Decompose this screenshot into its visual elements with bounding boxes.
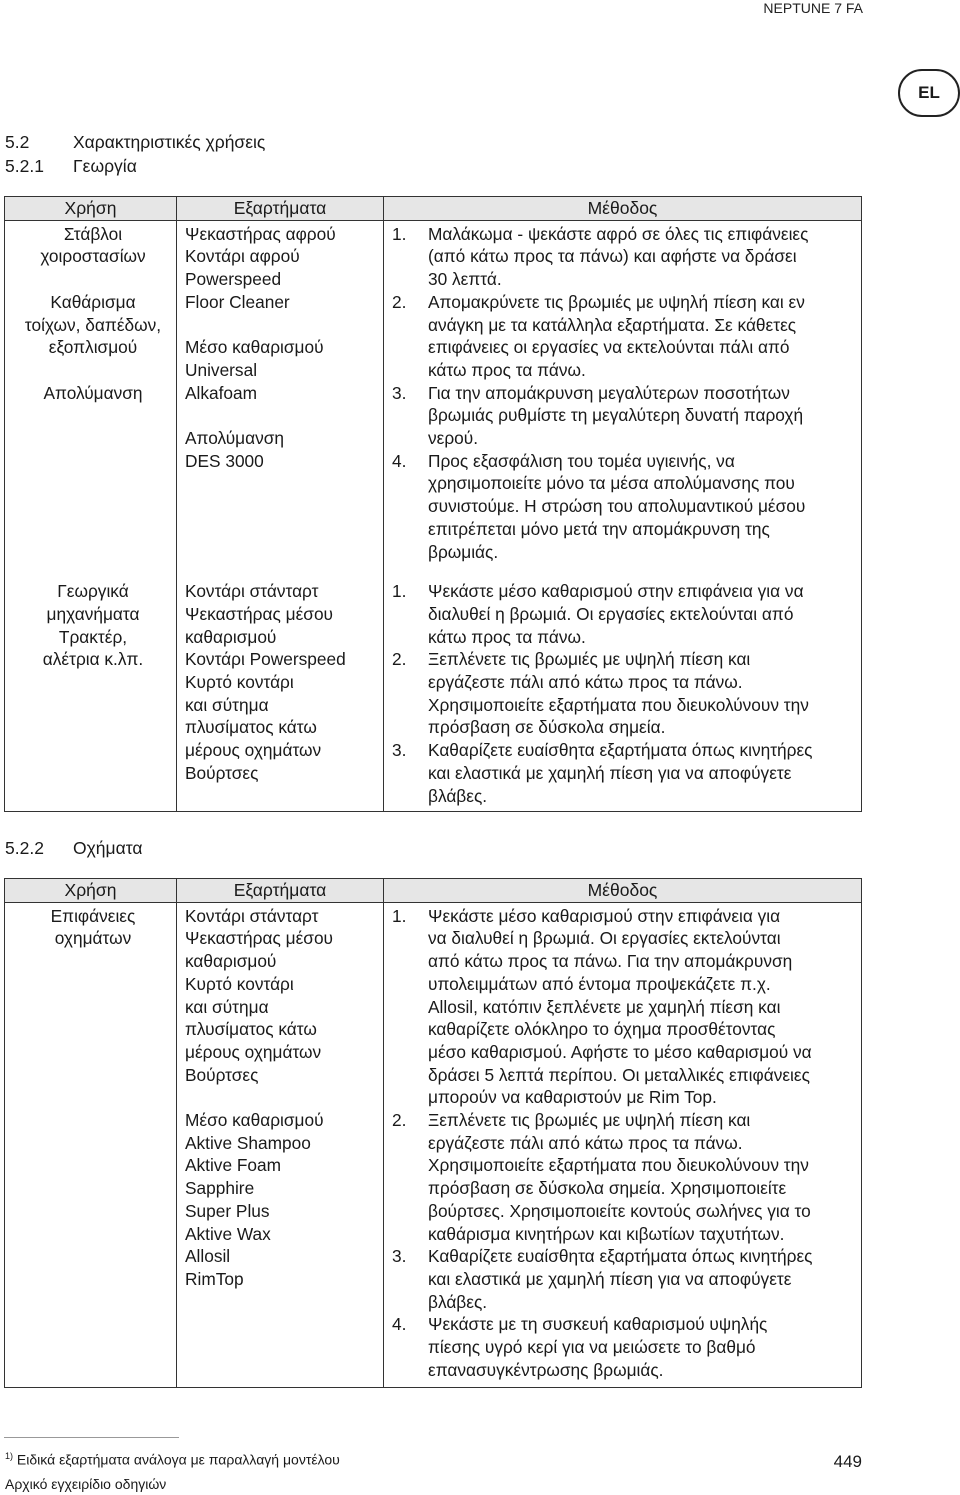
cell-line: Super Plus [185, 1200, 270, 1221]
step-number: 1. [392, 581, 407, 602]
step-line: επανασυγκέντρωσης βρωμιάς. [428, 1359, 664, 1380]
step-line: εργάζεστε πάλι από κάτω προς τα πάνω. [428, 1132, 743, 1153]
cell-line: Βούρτσες [185, 1064, 259, 1085]
section-title: Οχήματα [73, 838, 143, 858]
section-number: 5.2.2 [5, 838, 44, 858]
cell-line: RimTop [185, 1268, 244, 1289]
method-step [392, 580, 861, 648]
step-line: βλάβες. [428, 1291, 488, 1312]
cell-line: Καθάρισμα [50, 291, 136, 312]
step-line: Allosil, κατόπιν ξεπλένετε με χαμηλή πίεση και [428, 996, 781, 1017]
step-number: 4. [392, 450, 407, 471]
step-number: 2. [392, 291, 407, 312]
cell-line: Sapphire [185, 1178, 255, 1199]
step-number: 1. [392, 223, 407, 244]
step-line: διαλυθεί η βρωμιά. Οι εργασίες εκτελούνται από [428, 603, 794, 624]
step-line: βούρτσες. Χρησιμοποιείτε κοντούς σωλήνες για το [428, 1200, 811, 1221]
step-number: 3. [392, 1246, 407, 1267]
cell-line: Κοντάρι στάνταρτ [185, 905, 319, 926]
method-step [392, 648, 861, 739]
step-line: πρόσβαση σε δύσκολα σημεία. [428, 717, 666, 738]
table-row [5, 580, 862, 812]
step-line: πίεσης υγρό κερί για να μειώσετε το βαθμό [428, 1337, 756, 1358]
step-line: ανάγκη με τα κατάλληλα εξαρτήματα. Σε κάθετες [428, 314, 797, 335]
step-line: 30 λεπτά. [428, 269, 502, 290]
cell-line: Κοντάρι αφρού [185, 246, 300, 267]
line-gap [10, 268, 176, 291]
step-line: από κάτω προς τα πάνω. Για την απομάκρυνση [428, 951, 793, 972]
footnote [5, 1451, 340, 1468]
step-line: Ψεκάστε με τη συσκευή καθαρισμού υψηλής [428, 1314, 768, 1335]
step-text [428, 223, 861, 291]
cell-line: οχημάτων [54, 928, 132, 949]
model-name: NEPTUNE 7 FA [763, 0, 863, 16]
step-number: 3. [392, 740, 407, 761]
step-line: και ελαστικά με χαμηλή πίεση για να αποφύγετε [428, 762, 792, 783]
method-step [392, 739, 861, 807]
cell-line: χοιροστασίων [40, 246, 146, 267]
method-cell [384, 580, 862, 812]
table-row [5, 902, 862, 1388]
step-line: Απομακρύνετε τις βρωμιές με υψηλή πίεση και εν [428, 291, 805, 312]
cell-line: Alkafoam [185, 382, 258, 403]
step-text [428, 382, 861, 450]
table-header-row [5, 197, 862, 221]
column-header-uses: Χρήση [5, 197, 177, 221]
cell-line: πλυσίματος κάτω [185, 1019, 317, 1040]
step-line: Ξεπλένετε τις βρωμιές με υψηλή πίεση και [428, 649, 751, 670]
method-step [392, 1245, 861, 1313]
accessories-cell [177, 902, 384, 1388]
cell-line: Κυρτό κοντάρι [185, 973, 294, 994]
step-line: πρόσβαση σε δύσκολα σημεία. Χρησιμοποιείτε [428, 1178, 787, 1199]
cell-line: Μέσο καθαρισμού [185, 1110, 324, 1131]
table-row [5, 220, 862, 580]
vehicles-uses-table [4, 878, 862, 1388]
step-text [428, 291, 861, 382]
method-step [392, 905, 861, 1109]
uses-cell [5, 902, 177, 1388]
step-line: κάτω προς τα πάνω. [428, 359, 586, 380]
cell-line: Μέσο καθαρισμού [185, 337, 324, 358]
column-header-method: Μέθοδος [384, 197, 862, 221]
step-line: χρησιμοποιείτε μόνο τα μέσα απολύμανσης που [428, 473, 795, 494]
step-line: συνιστούμε. Η στρώση του απολυμαντικού μέσου [428, 496, 806, 517]
step-line: Για την απομάκρυνση μεγαλύτερων ποσοτήτων [428, 382, 790, 403]
step-text [428, 739, 861, 807]
cell-line: Απολύμανση [43, 382, 143, 403]
section-number: 5.2.1 [5, 156, 44, 176]
cell-line: καθαρισμού [185, 951, 277, 972]
cell-line: Universal [185, 359, 258, 380]
cell-line: μηχανήματα [46, 603, 140, 624]
accessories-cell [177, 220, 384, 580]
section-heading-5-2-2 [5, 838, 143, 859]
step-number: 3. [392, 382, 407, 403]
step-line: καθάρισμα κινητήρων και κιβωτίων ταχυτήτων. [428, 1223, 785, 1244]
step-line: Ψεκάστε μέσο καθαρισμού στην επιφάνεια για να [428, 581, 804, 602]
step-line: δράσει 5 λεπτά περίπου. Οι μεταλλικές επιφάνειες [428, 1064, 810, 1085]
cell-line: Επιφάνειες [50, 905, 136, 926]
cell-line: και σύτημα [185, 694, 269, 715]
step-line: Ξεπλένετε τις βρωμιές με υψηλή πίεση και [428, 1110, 751, 1131]
cell-line: Κοντάρι στάνταρτ [185, 581, 319, 602]
footnote-divider [4, 1437, 179, 1438]
step-number: 2. [392, 1110, 407, 1131]
step-line: Μαλάκωμα - ψεκάστε αφρό σε όλες τις επιφάνειες [428, 223, 809, 244]
step-text [428, 648, 861, 739]
cell-line: και σύτημα [185, 996, 269, 1017]
cell-line: DES 3000 [185, 450, 264, 471]
step-line: Καθαρίζετε ευαίσθητα εξαρτήματα όπως κινητήρες [428, 1246, 813, 1267]
cell-line: Βούρτσες [185, 762, 259, 783]
method-step [392, 1313, 861, 1381]
agriculture-uses-table [4, 196, 862, 812]
cell-line: Απολύμανση [185, 428, 285, 448]
column-header-uses: Χρήση [5, 879, 177, 903]
accessories-cell [177, 580, 384, 812]
method-step [392, 1109, 861, 1245]
method-cell [384, 220, 862, 580]
step-line: υπολειμμάτων από έντομα προψεκάζετε π.χ. [428, 973, 771, 994]
step-text [428, 450, 861, 564]
step-line: Χρησιμοποιείτε εξαρτήματα που διευκολύνουν την [428, 1155, 809, 1176]
cell-line: Ψεκαστήρας μέσου [185, 928, 334, 949]
step-text [428, 1313, 861, 1381]
table-header-row [5, 879, 862, 903]
cell-line: Τρακτέρ, [58, 626, 128, 647]
step-text [428, 1245, 861, 1313]
cell-line: μέρους οχημάτων [185, 740, 322, 761]
step-text [428, 905, 861, 1109]
method-step [392, 382, 861, 450]
method-cell [384, 902, 862, 1388]
step-line: νερού. [428, 428, 479, 449]
cell-line: Aktive Shampoo [185, 1132, 311, 1153]
page-number: 449 [833, 1452, 862, 1471]
column-header-accessories: Εξαρτήματα [177, 879, 384, 903]
step-line: και ελαστικά με χαμηλή πίεση για να αποφύγετε [428, 1268, 792, 1289]
step-line: Ψεκάστε μέσο καθαρισμού στην επιφάνεια για [428, 905, 781, 926]
line-gap [185, 404, 383, 427]
section-heading-5-2 [5, 132, 265, 153]
footnote-text: Ειδικά εξαρτήματα ανάλογα με παραλλαγή μοντέλου [16, 1451, 340, 1468]
line-gap [185, 314, 383, 337]
section-title: Χαρακτηριστικές χρήσεις [73, 132, 266, 152]
cell-line: Allosil [185, 1246, 231, 1267]
line-gap [185, 1086, 383, 1109]
method-step [392, 223, 861, 291]
uses-cell [5, 580, 177, 812]
step-number: 4. [392, 1314, 407, 1335]
step-line: Καθαρίζετε ευαίσθητα εξαρτήματα όπως κινητήρες [428, 740, 813, 761]
cell-line: Aktive Wax [185, 1223, 271, 1244]
cell-line: εξοπλισμού [48, 337, 138, 358]
cell-line: τοίχων, δαπέδων, [24, 314, 162, 335]
column-header-accessories: Εξαρτήματα [177, 197, 384, 221]
step-line: βλάβες. [428, 785, 488, 806]
uses-cell [5, 220, 177, 580]
cell-line: αλέτρια κ.λπ. [42, 649, 144, 670]
method-step [392, 450, 861, 564]
section-title: Γεωργία [73, 156, 137, 176]
step-line: να διαλυθεί η βρωμιά. Οι εργασίες εκτελούνται [428, 928, 781, 949]
step-text [428, 1109, 861, 1245]
step-line: επιφάνειες οι εργασίες να εκτελούνται πάλι από [428, 337, 790, 358]
method-step [392, 291, 861, 382]
step-line: (από κάτω προς τα πάνω) και αφήστε να δράσει [428, 246, 797, 267]
column-header-method: Μέθοδος [384, 879, 862, 903]
cell-line: πλυσίματος κάτω [185, 717, 317, 738]
cell-line: Aktive Foam [185, 1155, 282, 1176]
step-line: επιτρέπεται μόνο μετά την απομάκρυνση της [428, 518, 770, 539]
language-badge: EL [898, 69, 960, 117]
step-number: 1. [392, 905, 407, 926]
cell-line: Κοντάρι Powerspeed [185, 649, 346, 670]
step-line: Προς εξασφάλιση του τομέα υγιεινής, να [428, 450, 735, 471]
step-line: μέσο καθαρισμού. Αφήστε το μέσο καθαρισμού να [428, 1041, 812, 1062]
cell-line: Floor Cleaner [185, 291, 290, 312]
cell-line: μέρους οχημάτων [185, 1041, 322, 1062]
step-line: Χρησιμοποιείτε εξαρτήματα που διευκολύνουν την [428, 694, 809, 715]
footnote-mark: 1) [5, 1451, 14, 1461]
section-number: 5.2 [5, 132, 30, 152]
step-line: καθαρίζετε ολόκληρο το όχημα προσθέτοντας [428, 1019, 776, 1040]
cell-line: Γεωργικά [57, 581, 129, 602]
step-line: κάτω προς τα πάνω. [428, 626, 586, 647]
cell-line: καθαρισμού [185, 626, 277, 647]
step-text [428, 580, 861, 648]
cell-line: Ψεκαστήρας αφρού [185, 223, 336, 244]
cell-line: Ψεκαστήρας μέσου [185, 603, 334, 624]
step-line: βρωμιάς. [428, 541, 499, 562]
step-line: βρωμιάς ρυθμίστε τη μεγαλύτερη δυνατή παροχή [428, 405, 804, 426]
cell-line: Στάβλοι [63, 223, 123, 244]
cell-line: Powerspeed [185, 269, 282, 290]
section-heading-5-2-1 [5, 156, 137, 177]
step-line: εργάζεστε πάλι από κάτω προς τα πάνω. [428, 672, 743, 693]
manual-title: Αρχικό εγχειρίδιο οδηγιών [5, 1476, 167, 1492]
line-gap [10, 359, 176, 382]
cell-line: Κυρτό κοντάρι [185, 672, 294, 693]
step-line: μπορούν να καθαριστούν με Rim Top. [428, 1087, 717, 1108]
step-number: 2. [392, 649, 407, 670]
